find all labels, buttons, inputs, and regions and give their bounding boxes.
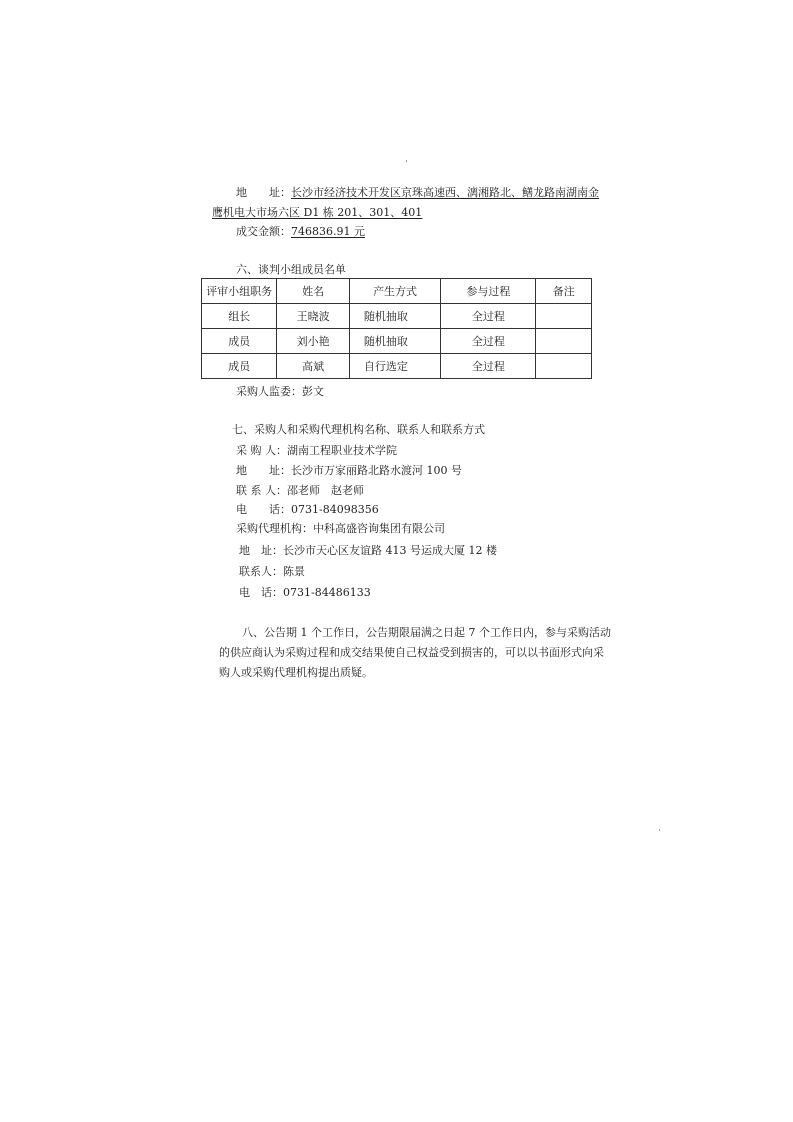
agency-contact-line: [239, 565, 305, 579]
table-row: [202, 304, 592, 329]
section8-line2: 的供应商认为采购过程和成交结果使自己权益受到损害的，可以以书面形式向采: [219, 646, 604, 659]
cell-method: 自行选定: [349, 354, 440, 379]
cell-method: 随机抽取: [349, 304, 440, 329]
agency-line: [236, 522, 445, 536]
scan-speck: [406, 160, 407, 162]
purchaser-contact-label: 联 系 人：: [236, 484, 287, 497]
purchaser-address-line: [236, 464, 462, 478]
deal-amount-label: 成交金额：: [236, 225, 291, 238]
supplier-address-label: 地 址：: [236, 186, 291, 199]
cell-remark: [536, 329, 592, 354]
deal-amount-value: 746836.91 元: [291, 225, 365, 238]
header-method: 产生方式: [349, 279, 440, 304]
purchaser-phone-value: 0731-84098356: [291, 503, 379, 516]
cell-method: 随机抽取: [349, 329, 440, 354]
cell-name: 刘小艳: [277, 329, 350, 354]
agency-contact-label: 联系人：: [239, 565, 283, 578]
cell-role: 成员: [202, 354, 277, 379]
supervisor-line: 采购人监委：彭文: [236, 385, 324, 398]
header-remark: 备注: [536, 279, 592, 304]
agency-contact-value: 陈景: [283, 565, 305, 578]
table-header-row: [202, 279, 592, 304]
agency-phone-value: 0731-84486133: [283, 586, 371, 599]
supplier-address-line1: [236, 186, 599, 200]
purchaser-phone-line: [236, 503, 379, 517]
deal-amount-line: [236, 225, 365, 239]
header-role: 评审小组职务: [202, 279, 277, 304]
agency-address-value: 长沙市天心区友谊路 413 号运成大厦 12 楼: [283, 544, 497, 557]
section7-heading: 七、采购人和采购代理机构名称、联系人和联系方式: [232, 423, 485, 436]
cell-remark: [536, 304, 592, 329]
cell-name: 高斌: [277, 354, 350, 379]
purchaser-address-label: 地 址：: [236, 464, 291, 477]
cell-role: 成员: [202, 329, 277, 354]
agency-phone-label: 电 话：: [239, 586, 283, 599]
table-row: [202, 354, 592, 379]
table-row: [202, 329, 592, 354]
supplier-address-value: 长沙市经济技术开发区京珠高速西、漓湘路北、鳝龙路南湖南金: [291, 186, 599, 199]
cell-process: 全过程: [441, 354, 536, 379]
cell-process: 全过程: [441, 329, 536, 354]
purchaser-label: 采 购 人：: [236, 444, 287, 457]
scan-speck: [659, 829, 660, 831]
purchaser-value: 湖南工程职业技术学院: [287, 444, 397, 457]
agency-address-line: [239, 544, 497, 558]
cell-process: 全过程: [441, 304, 536, 329]
purchaser-address-value: 长沙市万家丽路北路水渡河 100 号: [291, 464, 462, 477]
section8-line3: 购人或采购代理机构提出质疑。: [219, 666, 373, 679]
header-process: 参与过程: [441, 279, 536, 304]
header-name: 姓名: [277, 279, 350, 304]
section6-heading: 六、谈判小组成员名单: [236, 263, 346, 276]
section8-line1: 八、公告期 1 个工作日，公告期限届满之日起 7 个工作日内，参与采购活动: [242, 626, 611, 639]
panel-members-table: [201, 278, 592, 379]
agency-phone-line: [239, 586, 371, 600]
agency-value: 中科高盛咨询集团有限公司: [313, 522, 445, 535]
agency-address-label: 地 址：: [239, 544, 283, 557]
purchaser-contact-line: [236, 484, 364, 498]
purchaser-phone-label: 电 话：: [236, 503, 291, 516]
supplier-address-line2: 鹰机电大市场六区 D1 栋 201、301、401: [212, 206, 423, 219]
cell-role: 组长: [202, 304, 277, 329]
agency-label: 采购代理机构：: [236, 522, 313, 535]
cell-remark: [536, 354, 592, 379]
purchaser-line: [236, 444, 397, 458]
cell-name: 王晓波: [277, 304, 350, 329]
purchaser-contact-value: 邵老师 赵老师: [287, 484, 364, 497]
